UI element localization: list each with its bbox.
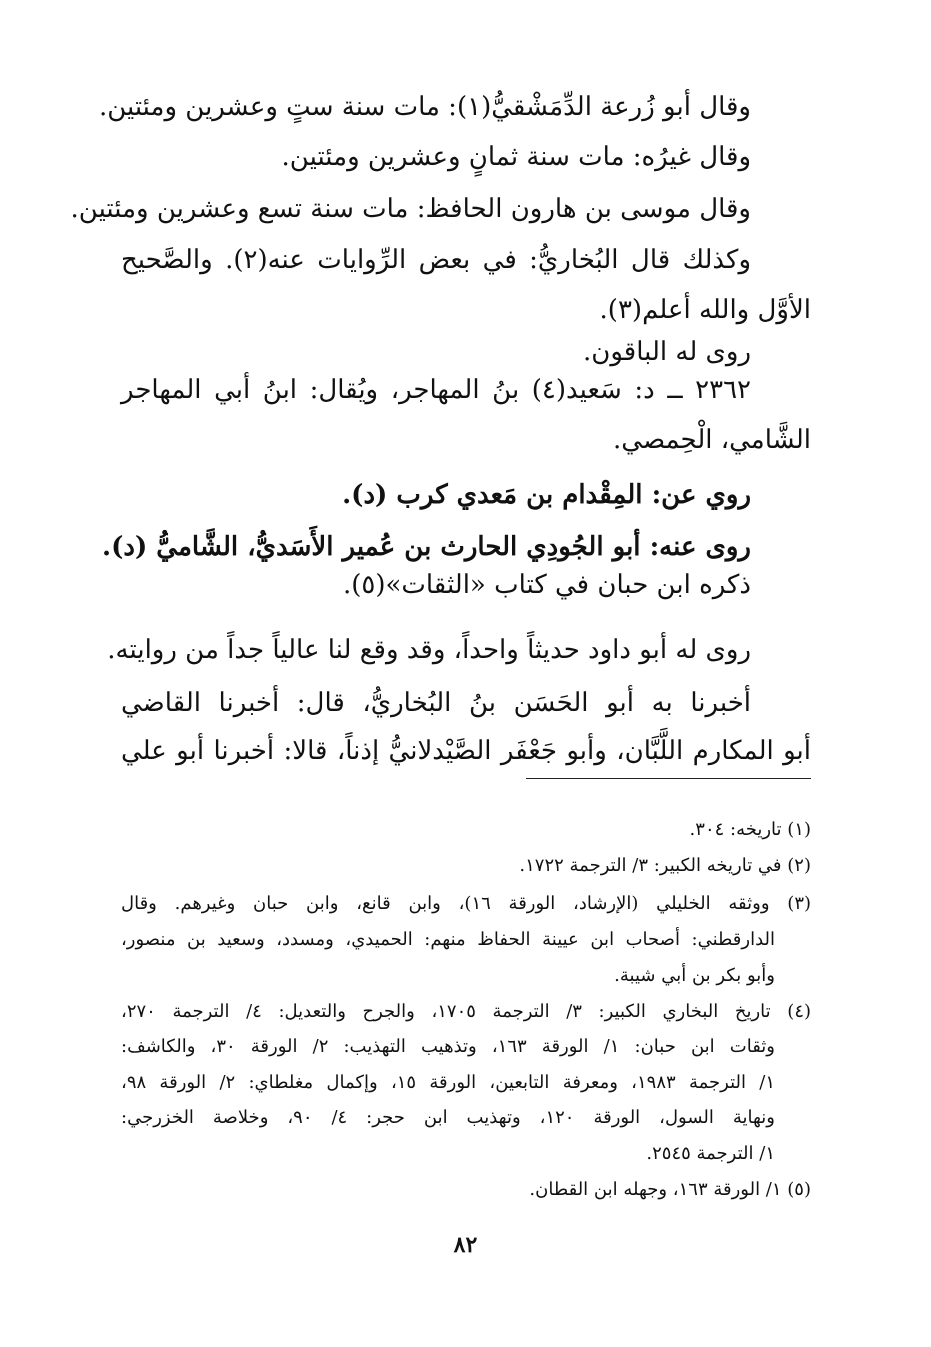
text-line: وقال موسى بن هارون الحافظ: مات سنة تسع وعشرين ومئتين. xyxy=(70,194,751,224)
footnote-continuation: الدارقطني: أصحاب ابن عيينة الحفاظ منهم: الحميدي، ومسدد، وسعيد بن منصور، xyxy=(121,929,775,950)
text-line: الشَّامي، الْحِمصي. xyxy=(613,425,811,455)
footnote: (٤) تاريخ البخاري الكبير: ٣/ الترجمة ١٧٠٥، والجرح والتعديل: ٤/ الترجمة ٢٧٠، xyxy=(121,1001,812,1022)
footnote: (٥) ١/ الورقة ١٦٣، وجهله ابن القطان. xyxy=(529,1179,811,1200)
footnote-continuation: ١/ الترجمة ١٩٨٣، ومعرفة التابعين، الورقة ١٥، وإكمال مغلطاي: ٢/ الورقة ٩٨، xyxy=(121,1072,775,1093)
text-line: وقال أبو زُرعة الدِّمَشْقيُّ(١): مات سنة ستٍ وعشرين ومئتين. xyxy=(98,92,751,122)
text-line: روى له الباقون. xyxy=(583,337,751,367)
text-line: أبو المكارم اللَّبَّان، وأبو جَعْفَر الصَّيْدلانيُّ إذناً، قالا: أخبرنا أبو علي xyxy=(121,736,811,766)
footnote-continuation: ١/ الترجمة ٢٥٤٥. xyxy=(646,1143,775,1164)
footnote-continuation: ونهاية السول، الورقة ١٢٠، وتهذيب ابن حجر: ٤/ ٩٠، وخلاصة الخزرجي: xyxy=(121,1107,775,1128)
text-line: وقال غيرُه: مات سنة ثمانٍ وعشرين ومئتين. xyxy=(281,142,751,172)
text-line: روى له أبو داود حديثاً واحداً، وقد وقع لنا عالياً جداً من روايته. xyxy=(107,635,751,665)
footnote: (١) تاريخه: ٣٠٤. xyxy=(689,819,811,840)
text-line: الأوَّل والله أعلم(٣). xyxy=(599,295,811,325)
footnote: (٣) ووثقه الخليلي (الإرشاد، الورقة ١٦)، وابن قانع، وابن حبان وغيرهم. وقال xyxy=(121,893,812,914)
footnote: (٢) في تاريخه الكبير: ٣/ الترجمة ١٧٢٢. xyxy=(519,855,811,876)
footnote-divider xyxy=(526,778,811,779)
narrated-from-line: روي عن: المِقْدام بن مَعدي كرب (د). xyxy=(342,480,751,510)
text-line: وكذلك قال البُخاريُّ: في بعض الرِّوايات عنه(٢). والصَّحيح xyxy=(121,245,751,275)
footnote-continuation: وثقات ابن حبان: ١/ الورقة ١٦٣، وتذهيب التهذيب: ٢/ الورقة ٣٠، والكاشف: xyxy=(121,1036,775,1057)
page-number: ٨٢ xyxy=(453,1232,478,1258)
text-line: ذكره ابن حبان في كتاب «الثقات»(٥). xyxy=(342,570,751,600)
narrated-by-line: روى عنه: أبو الجُودِي الحارث بن عُمير الأَسَديُّ، الشَّاميُّ (د). xyxy=(102,532,751,562)
text-line: أخبرنا به أبو الحَسَن بنُ البُخاريُّ، قال: أخبرنا القاضي xyxy=(121,688,751,718)
entry-heading: ٢٣٦٢ ــ د: سَعيد(٤) بنُ المهاجر، ويُقال: ابنُ أبي المهاجر xyxy=(121,375,751,405)
footnote-continuation: وأبو بكر بن أبي شيبة. xyxy=(614,965,775,986)
